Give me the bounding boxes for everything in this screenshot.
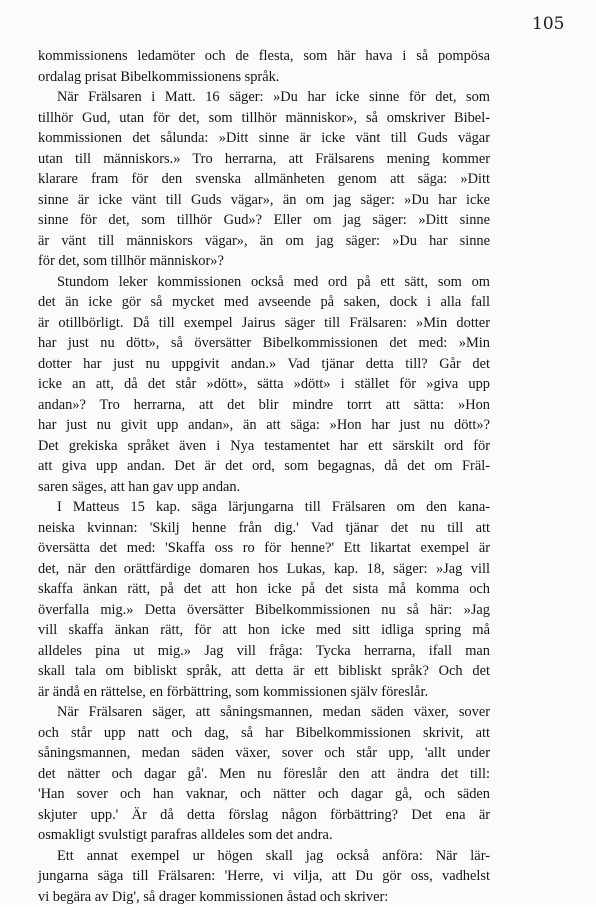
text-line: klarare fram för den svenska allmänheten genom att säga: »Ditt (38, 169, 490, 190)
text-line: det nätter och dagar gå'. Men nu föreslår den att ändra det till: (38, 764, 490, 785)
text-line: dotter har just nu uppgivit andan.» Vad tjänar detta till? Går det (38, 354, 490, 375)
text-line: vi begära av Dig', så drager kommissionen åstad och skriver: (38, 887, 490, 907)
text-line: och står upp natt och dag, så har Bibelkommissionen skrivit, att (38, 723, 490, 744)
text-line: När Frälsaren säger, att såningsmannen, medan säden växer, sover (38, 702, 490, 723)
text-line: att giva upp andan. Det är det ord, som begagnas, då det om Fräl- (38, 456, 490, 477)
text-line: har just nu givit upp andan», än att säga: »Hon har just nu dött»? (38, 415, 490, 436)
text-line: I Matteus 15 kap. säga lärjungarna till Frälsaren om den kana- (38, 497, 490, 518)
text-line: kommissionens ledamöter och de flesta, som här hava i så pompösa (38, 46, 490, 67)
text-line: det än icke gör så mycket med avseende på saken, dock i alla fall (38, 292, 490, 313)
text-line: osmakligt svulstigt parafras alldeles som det andra. (38, 825, 490, 846)
text-line: är vänt till människors vägar», än om jag säger: »Du har sinne (38, 231, 490, 252)
page-number: 105 (532, 14, 564, 34)
text-line: utan till människors.» Tro herrarna, att Frälsarens mening kommer (38, 149, 490, 170)
text-line: är ändå en rättelse, en förbättring, som kommissionen själv föreslår. (38, 682, 490, 703)
text-line: har just nu dött», så översätter Bibelkommissionen det med: »Min (38, 333, 490, 354)
text-line: neiska kvinnan: 'Skilj henne från dig.' Vad tjänar det nu till att (38, 518, 490, 539)
text-line: översätta det med: 'Skaffa oss ro för henne?' Ett likartat exempel är (38, 538, 490, 559)
text-line: skjuter upp.' Är då detta förslag någon förbättring? Det ena är (38, 805, 490, 826)
text-line: När Frälsaren i Matt. 16 säger: »Du har icke sinne för det, som (38, 87, 490, 108)
text-line: Ett annat exempel ur högen skall jag också anföra: När lär- (38, 846, 490, 867)
text-line: ordalag prisat Bibelkommissionens språk. (38, 67, 490, 88)
text-line: andan»? Tro herrarna, att det blir mindre torrt att sätta: »Hon (38, 395, 490, 416)
text-line: tillhör Gud, utan för det, som tillhör människor», så omskriver Bibel- (38, 108, 490, 129)
text-line: Det grekiska språket även i Nya testamentet har ett särskilt ord för (38, 436, 490, 457)
text-line: 'Han sover och han vaknar, och nätter och dagar gå, och säden (38, 784, 490, 805)
text-line: skall tala om bibliskt språk, att detta är ett bibliskt språk? Och det (38, 661, 490, 682)
body-text (38, 46, 490, 907)
text-line: sinne för det, som tillhör Gud»? Eller om jag säger: »Ditt sinne (38, 210, 490, 231)
text-line: är otillbörligt. Då till exempel Jairus säger till Frälsaren: »Min dotter (38, 313, 490, 334)
text-line: för det, som tillhör människor»? (38, 251, 490, 272)
text-line: saren säges, att han gav upp andan. (38, 477, 490, 498)
text-line: såningsmannen, medan säden växer, sover och står upp, 'allt under (38, 743, 490, 764)
text-line: det, när den orättfärdige domaren hos Lukas, kap. 18, säger: »Jag vill (38, 559, 490, 580)
text-line: Stundom leker kommissionen också med ord på ett sätt, som om (38, 272, 490, 293)
text-line: alldeles pina ut mig.» Jag vill fråga: Tycka herrarna, ifall man (38, 641, 490, 662)
text-line: sinne är icke vänt till Guds vägar», än om jag säger: »Du har icke (38, 190, 490, 211)
text-line: icke an att, då det står »dött», sätta »dött» i stället för »giva upp (38, 374, 490, 395)
text-line: kommissionen det sålunda: »Ditt sinne är icke vänt till Guds vägar (38, 128, 490, 149)
text-line: skaffa änkan rätt, på det att hon icke på det sista må komma och (38, 579, 490, 600)
text-line: jungarna säga till Frälsaren: 'Herre, vi vilja, att Du gör oss, vadhelst (38, 866, 490, 887)
text-line: överfalla mig.» Detta översätter Bibelkommissionen nu så här: »Jag (38, 600, 490, 621)
text-line: vill skaffa änkan rätt, för att hon icke med sitt idliga spring må (38, 620, 490, 641)
